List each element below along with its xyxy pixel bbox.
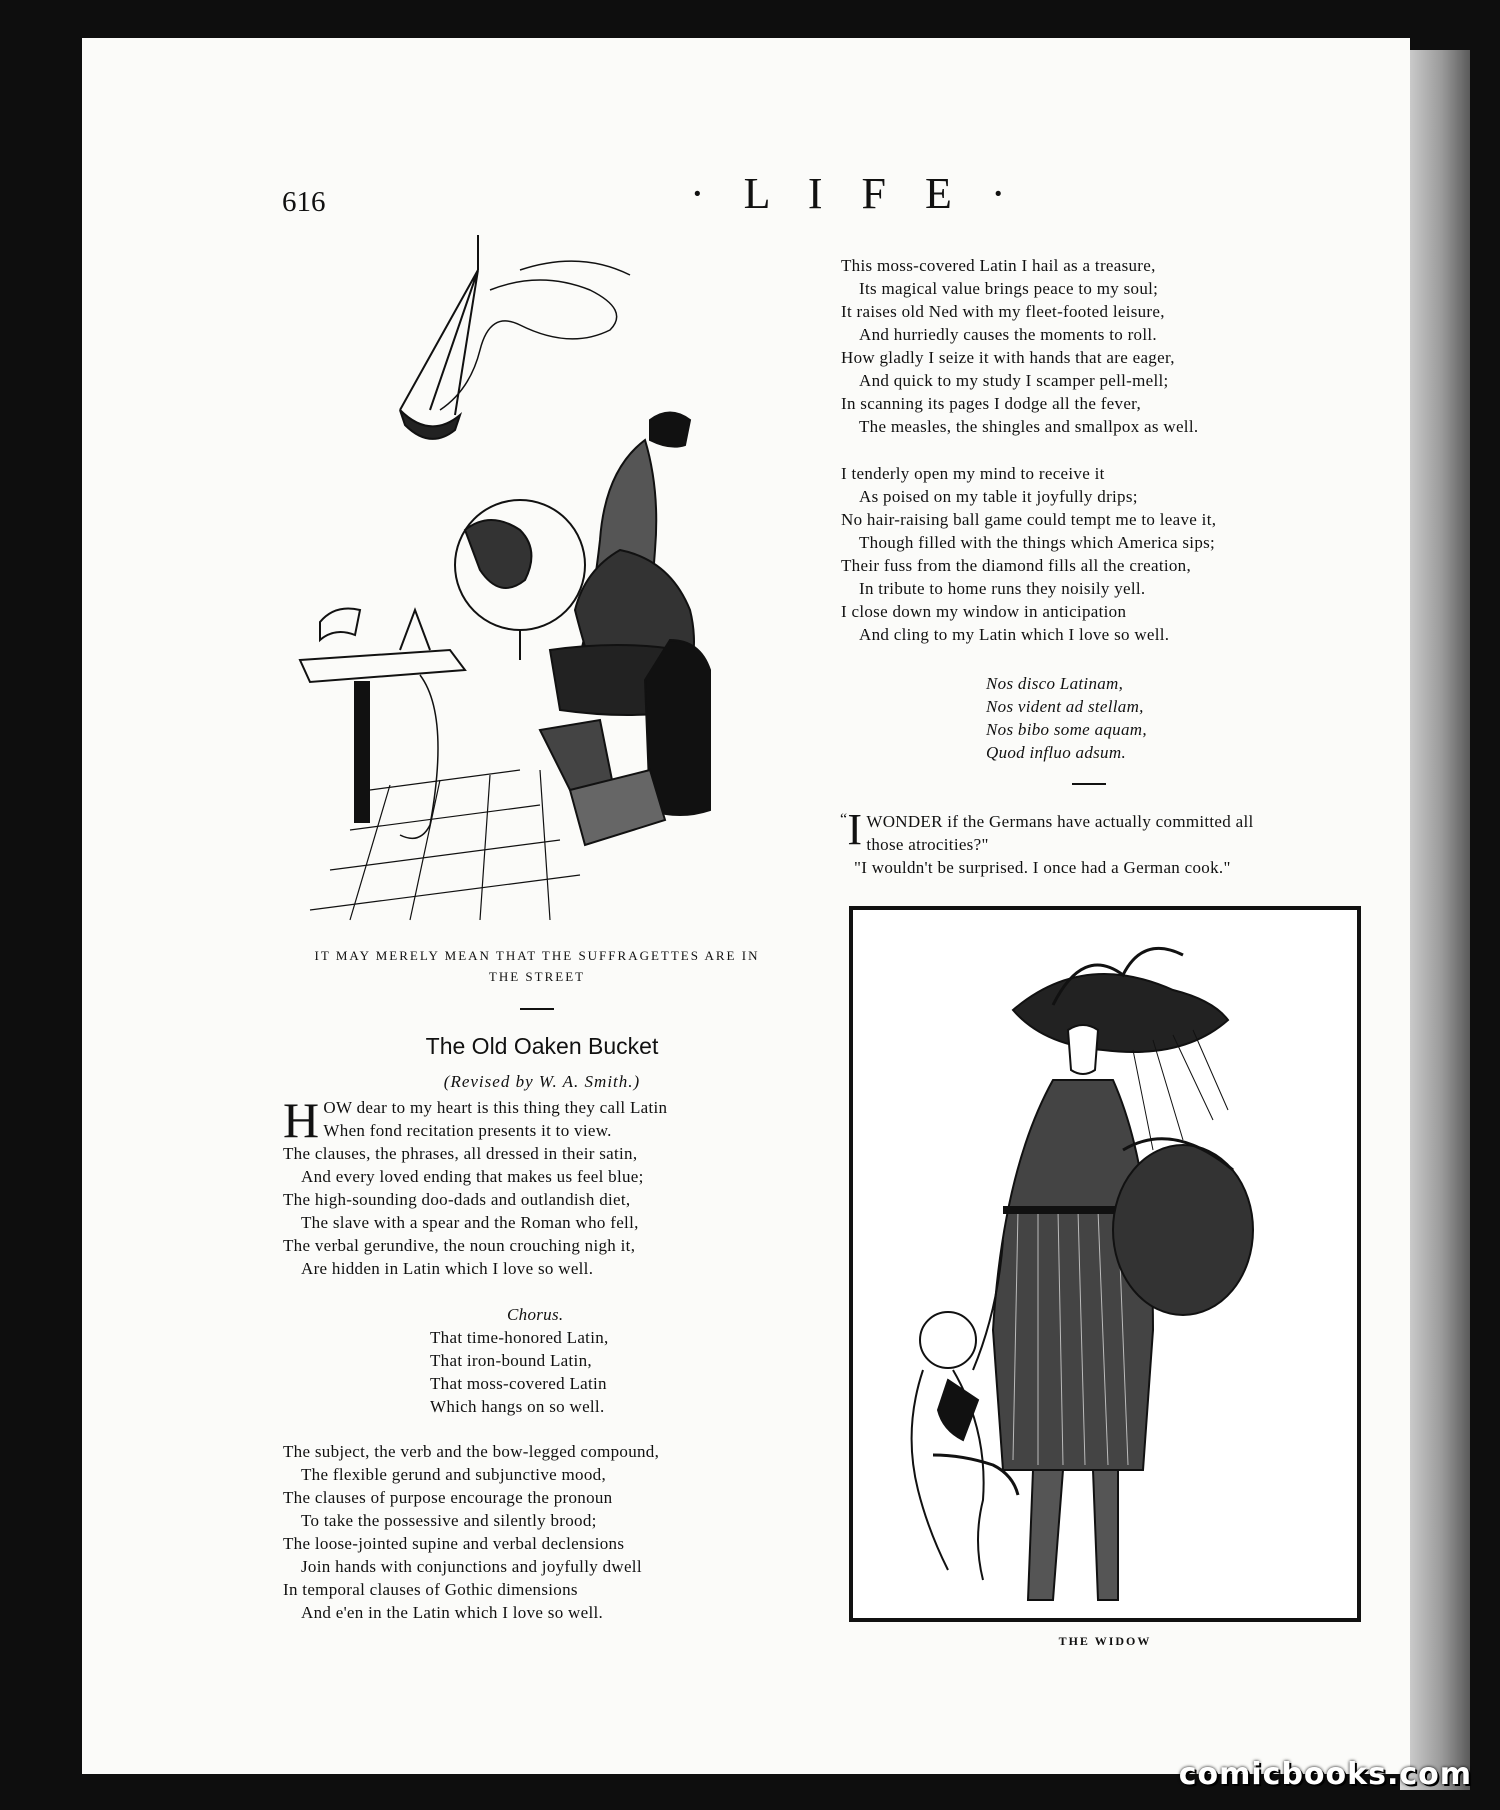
joke-line: WONDER if the Germans have actually committed all [866, 812, 1254, 831]
joke-line: "I wouldn't be surprised. I once had a German cook." [854, 858, 1231, 877]
cartoon-widow-frame [849, 906, 1361, 1622]
page-number: 616 [282, 186, 326, 218]
dropcap-i: I [847, 805, 863, 854]
caption-left-line1: IT MAY MERELY MEAN THAT THE SUFFRAGETTES ARE IN [314, 948, 760, 963]
poem-line: I tenderly open my mind to receive it [841, 464, 1105, 483]
joke: “ I WONDER if the Germans have actually committed all those atrocities?" "I wouldn't be surprised. I once had a German cook." [840, 810, 1360, 879]
poem-line: The high-sounding doo-dads and outlandish diet, [283, 1190, 631, 1209]
poem-line: The slave with a spear and the Roman who fell, [301, 1213, 639, 1232]
poem-line: OW dear to my heart is this thing they call Latin [323, 1098, 668, 1117]
poem-line: Though filled with the things which America sips; [859, 533, 1216, 552]
poem-line: To take the possessive and silently brood; [301, 1511, 597, 1530]
poem-line: The flexible gerund and subjunctive mood, [301, 1465, 607, 1484]
poem-line: It raises old Ned with my fleet-footed leisure, [841, 302, 1165, 321]
poem-line: And hurriedly causes the moments to roll. [859, 325, 1157, 344]
chorus [430, 1326, 609, 1418]
chorus-line: Which hangs on so well. [430, 1397, 605, 1416]
poem-line: This moss-covered Latin I hail as a treasure, [841, 256, 1156, 275]
poem-byline: (Revised by W. A. Smith.) [443, 1072, 641, 1091]
poem-line: When fond recitation presents it to view. [323, 1121, 612, 1140]
poem-line: The loose-jointed supine and verbal declensions [283, 1534, 625, 1553]
divider-rule [1072, 783, 1106, 785]
latin-line: Nos disco Latinam, [986, 674, 1124, 693]
poem-line: Their fuss from the diamond fills all the creation, [841, 556, 1192, 575]
poem-line: In scanning its pages I dodge all the fever, [841, 394, 1142, 413]
poem-line: In temporal clauses of Gothic dimensions [283, 1580, 578, 1599]
poem-line: And cling to my Latin which I love so well. [859, 625, 1170, 644]
poem-line: The measles, the shingles and smallpox as well. [859, 417, 1199, 436]
poem-line: Its magical value brings peace to my soul; [859, 279, 1159, 298]
poem-line: The subject, the verb and the bow-legged compound, [283, 1442, 660, 1461]
poem-line: The verbal gerundive, the noun crouching nigh it, [283, 1236, 636, 1255]
caption-left-line2: THE STREET [488, 969, 586, 984]
poem-line: And e'en in the Latin which I love so well. [301, 1603, 604, 1622]
poem-stanza-2 [283, 1440, 813, 1624]
poem-line: Join hands with conjunctions and joyfully dwell [301, 1557, 642, 1576]
binding-spine [1400, 50, 1470, 1790]
latin-verse [986, 672, 1147, 764]
poem-line: Are hidden in Latin which I love so well. [301, 1259, 594, 1278]
poem-line: As poised on my table it joyfully drips; [859, 487, 1138, 506]
cartoon-scholar-illustration [290, 230, 810, 900]
poem-line: The clauses, the phrases, all dressed in their satin, [283, 1144, 638, 1163]
watermark-logo: comicbooks.com [1178, 1757, 1472, 1792]
poem-stanza-3 [841, 254, 1361, 438]
poem-line: In tribute to home runs they noisily yell. [859, 579, 1146, 598]
poem-line: And every loved ending that makes us feel blue; [301, 1167, 644, 1186]
poem-line: How gladly I seize it with hands that are eager, [841, 348, 1175, 367]
dropcap-h: H [283, 1092, 320, 1148]
masthead: · L I F E · [690, 169, 1020, 218]
joke-line: those atrocities?" [866, 835, 989, 854]
chorus-line: That iron-bound Latin, [430, 1351, 592, 1370]
chorus-label: Chorus. [507, 1305, 564, 1324]
poem-line: No hair-raising ball game could tempt me to leave it, [841, 510, 1217, 529]
poem-stanza-1 [283, 1092, 813, 1280]
poem-stanza-4 [841, 462, 1361, 646]
divider-rule [520, 1008, 554, 1010]
poem-title: The Old Oaken Bucket [425, 1033, 659, 1059]
chorus-line: That time-honored Latin, [430, 1328, 609, 1347]
latin-line: Quod influo adsum. [986, 743, 1126, 762]
caption-widow: THE WIDOW [1058, 1634, 1152, 1648]
cartoon-widow-illustration [853, 910, 1357, 1618]
latin-line: Nos bibo some aquam, [986, 720, 1147, 739]
poem-line: The clauses of purpose encourage the pronoun [283, 1488, 613, 1507]
poem-line: And quick to my study I scamper pell-mell; [859, 371, 1169, 390]
latin-line: Nos vident ad stellam, [986, 697, 1144, 716]
chorus-line: That moss-covered Latin [430, 1374, 607, 1393]
poem-line: I close down my window in anticipation [841, 602, 1127, 621]
